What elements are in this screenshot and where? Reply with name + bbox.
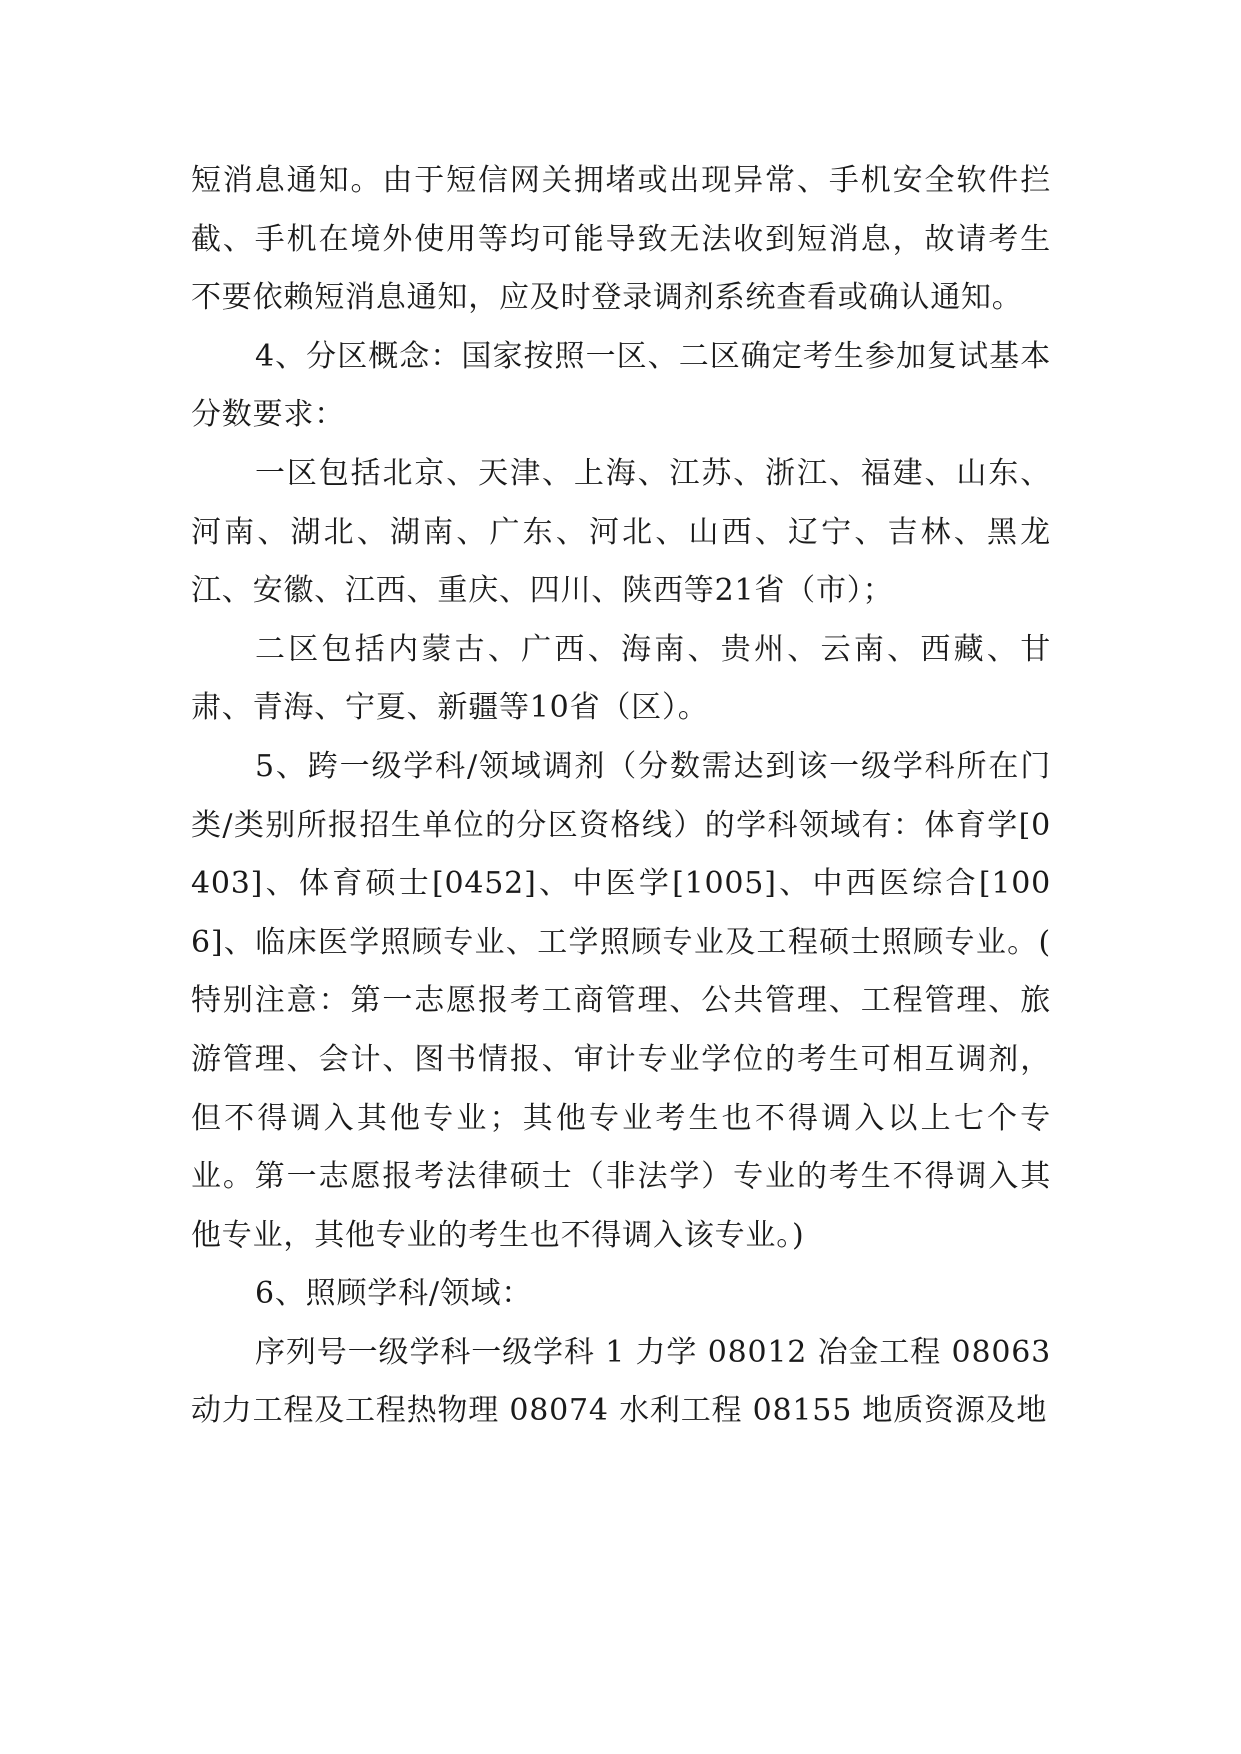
paragraph-preferential-disciplines-heading: 6、照顾学科/领域： [255,1276,533,1312]
document-body [191,152,1051,1441]
paragraph-zone-one: 一区包括北京、天津、上海、江苏、浙江、福建、山东、河南、湖北、湖南、广东、河北、山西、辽宁、吉林、黑龙江、安徽、江西、重庆、四川、陕西等21省（市）； [191,455,1051,609]
paragraph-zone-concept: 4、分区概念：国家按照一区、二区确定考生参加复试基本分数要求： [191,338,1051,433]
paragraph-sms-notice: 短消息通知。由于短信网关拥堵或出现异常、手机安全软件拦截、手机在境外使用等均可能导致无法收到短消息，故请考生不要依赖短消息通知，应及时登录调剂系统查看或确认通知。 [191,163,1051,316]
paragraph-cross-discipline-adjustment: 5、跨一级学科/领域调剂（分数需达到该一级学科所在门类/类别所报招生单位的分区资格线）的学科领域有：体育学[0403]、体育硕士[0452]、中医学[1005]、中西医综合[1006]、临床医学照顾专业、工学照顾专业及工程硕士照顾专业。( 特别注意：第一志愿报考工商管理、公共管理、工程管理、旅游管理、会计、图书情报、审计专业学位的考生可相互调剂，但不得调入其他专业；其他专业考生也不得调入以上七个专业。第一志愿报考法律硕士（非法学）专业的考生不得调入其他专业，其他专业的考生也不得调入该专业。) [191,748,1051,1253]
paragraph-zone-two: 二区包括内蒙古、广西、海南、贵州、云南、西藏、甘肃、青海、宁夏、新疆等10省（区）。 [191,631,1051,726]
paragraph-discipline-list: 序列号一级学科一级学科 1 力学 08012 冶金工程 08063 动力工程及工程热物理 08074 水利工程 08155 地质资源及地 [191,1334,1051,1429]
